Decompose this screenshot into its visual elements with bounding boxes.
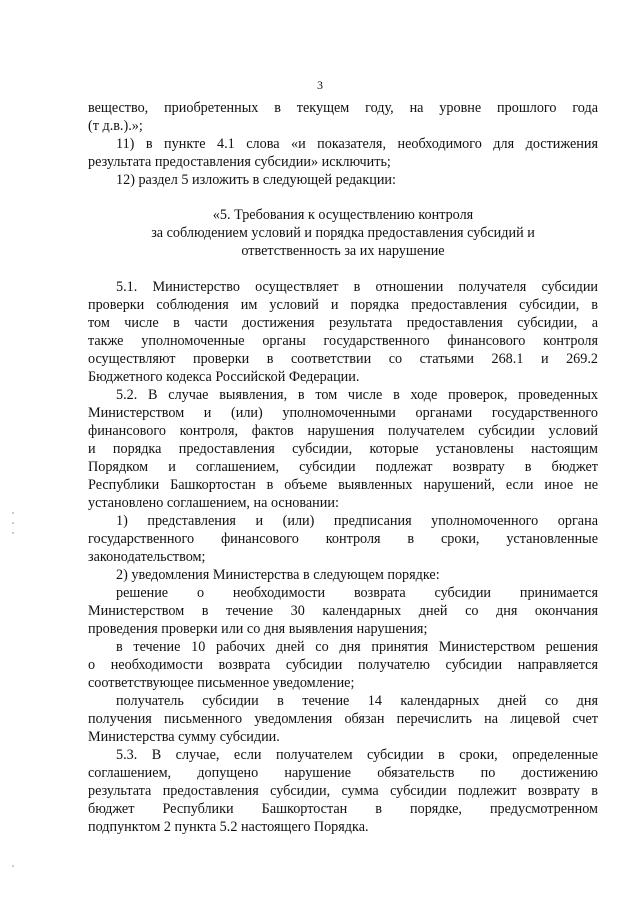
body-line: 5.3. В случае, если получателем субсидии в сроки, определенные	[116, 747, 598, 763]
body-line: государственного финансового контроля в сроки, установленные	[88, 531, 598, 547]
body-line: решение о необходимости возврата субсидии принимается	[116, 585, 598, 601]
body-line: подпунктом 2 пункта 5.2 настоящего Порядка.	[88, 819, 369, 835]
body-line: бюджет Республики Башкортостан в порядке, предусмотренном	[88, 801, 598, 817]
body-line: том числе в части достижения результата предоставления субсидии, а	[88, 315, 598, 331]
section-heading-line: ответственность за их нарушение	[241, 243, 445, 259]
body-line: проведения проверки или со дня выявления нарушения;	[88, 621, 428, 637]
body-line: результата предоставления субсидии, сумма субсидии подлежит возврату в	[88, 783, 598, 799]
body-line: 5.1. Министерство осуществляет в отношении получателя субсидии	[116, 279, 598, 295]
scan-speck	[12, 512, 14, 514]
body-line: получения письменного уведомления обязан перечислить на лицевой счет	[88, 711, 598, 727]
section-heading-line: за соблюдением условий и порядка предоставления субсидий и	[151, 225, 535, 241]
body-line: Министерством в течение 30 календарных дней со дня окончания	[88, 603, 598, 619]
text-line: вещество, приобретенных в текущем году, на уровне прошлого года	[88, 100, 598, 116]
text-line: 11) в пункте 4.1 слова «и показателя, необходимого для достижения	[116, 136, 598, 152]
page-number: 3	[317, 78, 323, 92]
section-heading-line: «5. Требования к осуществлению контроля	[212, 207, 474, 223]
body-line: установлено соглашением, на основании:	[88, 495, 339, 511]
text-line: результата предоставления субсидии» исключить;	[88, 154, 391, 170]
body-line: осуществляют проверки в соответствии со статьями 268.1 и 269.2	[88, 351, 598, 367]
body-line: 2) уведомления Министерства в следующем порядке:	[116, 567, 440, 583]
body-line: и порядка предоставления субсидии, которые установлены настоящим	[88, 441, 598, 457]
text-line: (т д.в.).»;	[88, 118, 143, 134]
body-line: о необходимости возврата субсидии получателю субсидии направляется	[88, 657, 598, 673]
body-line: в течение 10 рабочих дней со дня принятия Министерством решения	[116, 639, 598, 655]
body-line: законодательством;	[88, 549, 206, 565]
scan-speck	[12, 865, 14, 867]
body-line: Министерством и (или) уполномоченными органами государственного	[88, 405, 598, 421]
body-line: проверки соблюдения им условий и порядка предоставления субсидии, в	[88, 297, 598, 313]
body-line: 5.2. В случае выявления, в том числе в ходе проверок, проведенных	[116, 387, 598, 403]
body-line: также уполномоченные органы государственного финансового контроля	[88, 333, 598, 349]
body-line: соответствующее письменное уведомление;	[88, 675, 355, 691]
body-line: 1) представления и (или) предписания уполномоченного органа	[116, 513, 598, 529]
body-line: Порядком и соглашением, субсидии подлежат возврату в бюджет	[88, 459, 598, 475]
body-line: соглашением, допущено нарушение обязательств по достижению	[88, 765, 598, 781]
body-line: Республики Башкортостан в объеме выявленных нарушений, если иное не	[88, 477, 598, 493]
body-line: Бюджетного кодекса Российской Федерации.	[88, 369, 360, 385]
body-line: финансового контроля, фактов нарушения получателем субсидии условий	[88, 423, 598, 439]
scan-speck	[12, 532, 14, 534]
body-line: получатель субсидии в течение 14 календарных дней со дня	[116, 693, 598, 709]
text-line: 12) раздел 5 изложить в следующей редакции:	[116, 172, 396, 188]
scan-speck	[12, 522, 14, 524]
body-line: Министерства сумму субсидии.	[88, 729, 280, 745]
